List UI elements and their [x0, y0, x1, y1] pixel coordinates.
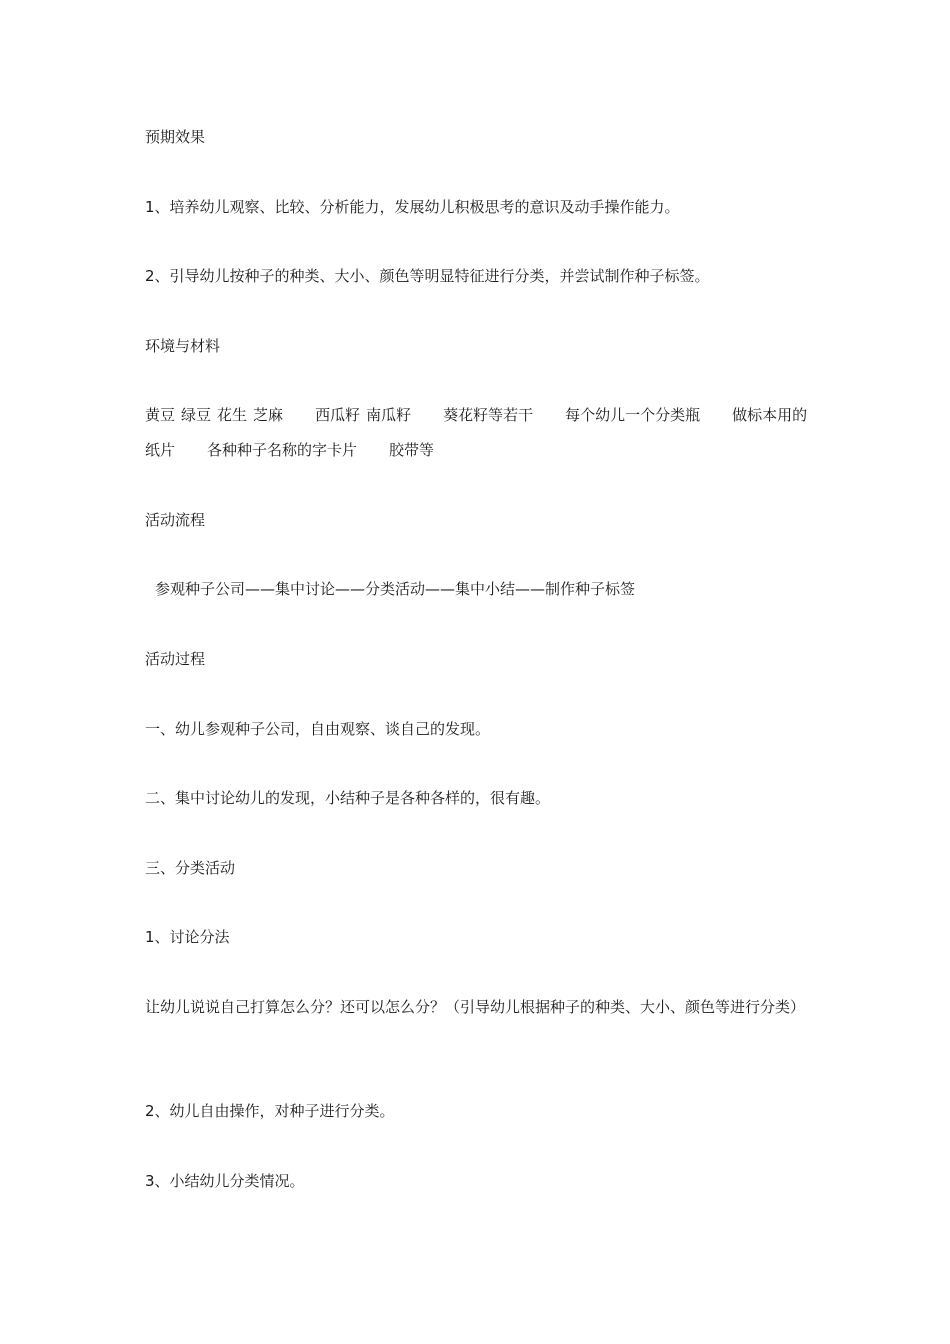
- flow-text: 参观种子公司——集中讨论——分类活动——集中小结——制作种子标签: [155, 580, 636, 598]
- materials-list: [145, 398, 815, 468]
- material-item: 做标本用的纸片: [145, 406, 808, 459]
- process-item-2: 二、集中讨论幼儿的发现，小结种子是各种各样的，很有趣。: [145, 789, 551, 807]
- material-item: 胶带等: [389, 441, 435, 459]
- process-item-3: 三、分类活动: [145, 859, 236, 877]
- expected-heading: 预期效果: [145, 128, 206, 146]
- material-item: 南瓜籽: [366, 406, 412, 424]
- material-item: 葵花籽等若干: [443, 406, 534, 424]
- material-item: 黄豆: [145, 406, 176, 424]
- step-1-detail: 让幼儿说说自己打算怎么分？还可以怎么分？（引导幼儿根据种子的种类、大小、颜色等进行分类）: [145, 998, 806, 1016]
- step-2: 2、幼儿自由操作，对种子进行分类。: [145, 1102, 395, 1120]
- step-3: 3、小结幼儿分类情况。: [145, 1172, 305, 1190]
- material-item: 绿豆: [181, 406, 212, 424]
- material-item: 芝麻: [253, 406, 284, 424]
- materials-heading: 环境与材料: [145, 337, 221, 355]
- process-item-1: 一、幼儿参观种子公司，自由观察、谈自己的发现。: [145, 720, 491, 738]
- expected-item-2: 2、引导幼儿按种子的种类、大小、颜色等明显特征进行分类，并尝试制作种子标签。: [145, 267, 710, 285]
- expected-item-1: 1、培养幼儿观察、比较、分析能力，发展幼儿积极思考的意识及动手操作能力。: [145, 198, 680, 216]
- step-1: 1、讨论分法: [145, 928, 230, 946]
- material-item: 花生: [217, 406, 248, 424]
- material-item: 每个幼儿一个分类瓶: [565, 406, 701, 424]
- material-item: 西瓜籽: [315, 406, 361, 424]
- flow-heading: 活动流程: [145, 511, 206, 529]
- process-heading: 活动过程: [145, 650, 206, 668]
- material-item: 各种种子名称的字卡片: [207, 441, 358, 459]
